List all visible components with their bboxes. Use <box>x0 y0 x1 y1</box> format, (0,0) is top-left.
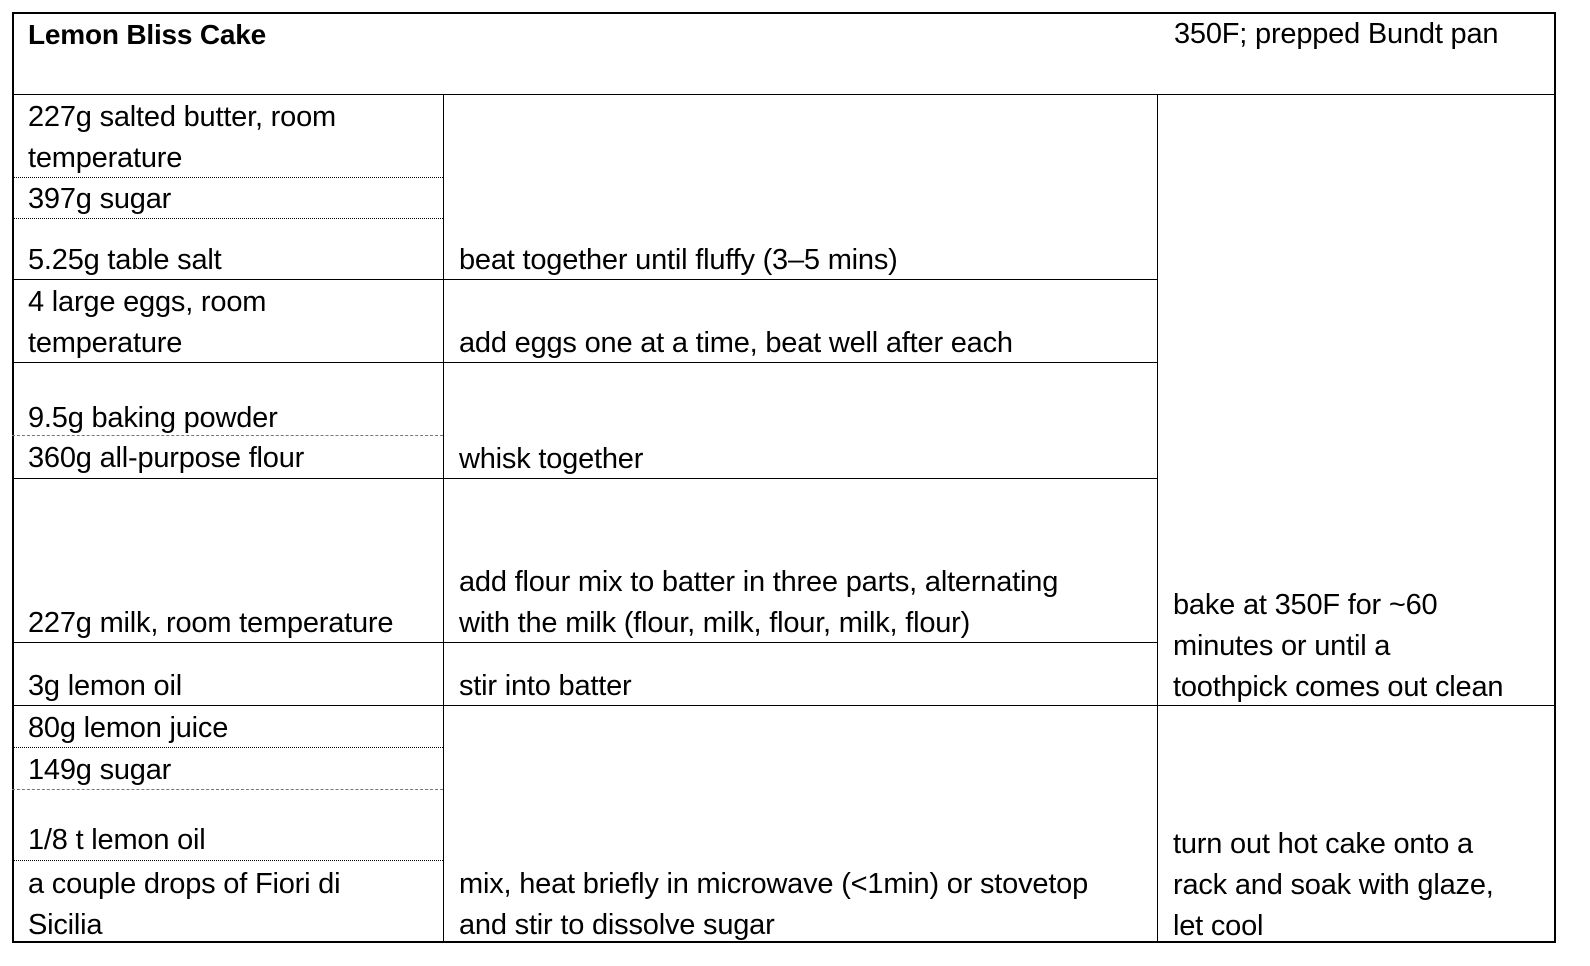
ingredient-eggs: 4 large eggs, room temperature <box>28 286 267 359</box>
header-divider <box>12 94 1556 95</box>
ingredient-baking-powder: 9.5g baking powder <box>28 402 278 434</box>
ingredient-salt: 5.25g table salt <box>28 244 222 276</box>
step-bake: bake at 350F for ~60 minutes or until a toothpick comes out clean <box>1173 589 1504 703</box>
ingredient-lemon-oil: 3g lemon oil <box>28 670 182 702</box>
column-divider <box>443 94 444 943</box>
ingredient-glaze-sugar: 149g sugar <box>28 754 172 786</box>
step-cream-butter: beat together until fluffy (3–5 mins) <box>459 244 898 276</box>
column-divider <box>1157 94 1158 943</box>
ingredient-lemon-juice: 80g lemon juice <box>28 712 229 744</box>
ingredient-butter: 227g salted butter, room temperature <box>28 101 336 174</box>
ingredient-milk: 227g milk, room temperature <box>28 607 394 639</box>
setup-note: 350F; prepped Bundt pan <box>1174 18 1499 50</box>
step-stir-oil: stir into batter <box>459 670 632 702</box>
step-glaze-cool: turn out hot cake onto a rack and soak with glaze, let cool <box>1173 828 1494 942</box>
ingredient-glaze-lemon-oil: 1/8 t lemon oil <box>28 824 206 856</box>
recipe-title: Lemon Bliss Cake <box>28 19 266 50</box>
ingredient-sugar: 397g sugar <box>28 183 172 215</box>
step-combine: add flour mix to batter in three parts, alternating with the milk (flour, milk, flour, milk, flour) <box>459 566 1059 639</box>
step-add-eggs: add eggs one at a time, beat well after each <box>459 327 1013 359</box>
step-make-glaze: mix, heat briefly in microwave (<1min) or stovetop and stir to dissolve sugar <box>459 868 1089 941</box>
step-whisk-dry: whisk together <box>459 443 644 475</box>
ingredient-fiori-di-sicilia: a couple drops of Fiori di Sicilia <box>28 868 341 941</box>
ingredient-flour: 360g all-purpose flour <box>28 442 305 474</box>
